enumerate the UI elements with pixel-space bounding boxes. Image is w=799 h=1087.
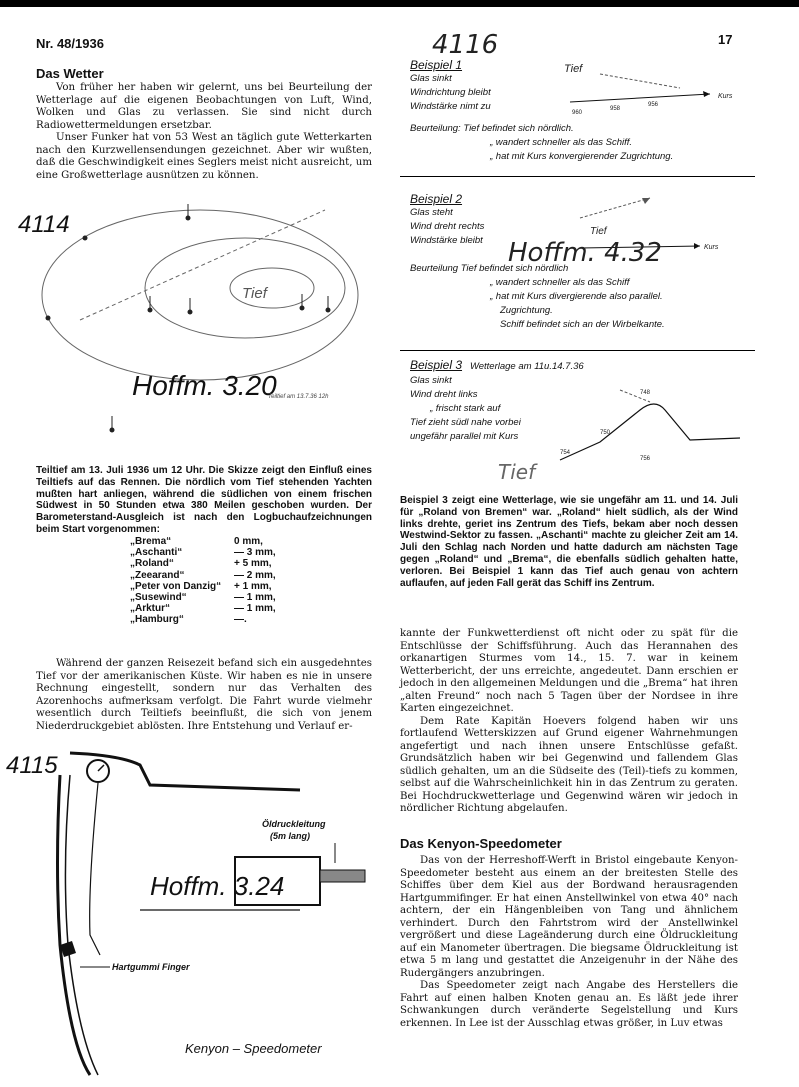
eval-line: „ hat mit Kurs konvergierender Zugrichtung. bbox=[490, 151, 674, 162]
oil-fitting bbox=[320, 870, 365, 882]
example-title: Beispiel 1 bbox=[410, 58, 463, 72]
drawing-stamp: Hoffm. 3.24 bbox=[150, 871, 285, 901]
baro-value: — 1 mm, bbox=[234, 592, 276, 604]
barometer-row bbox=[130, 547, 294, 558]
baro-reading: 756 bbox=[640, 456, 651, 462]
issue-number: Nr. 48/1936 bbox=[36, 36, 104, 51]
eval-line: „ hat mit Kurs divergierende also parallel. bbox=[490, 291, 663, 302]
example-3-caption-text: Beispiel 3 zeigt eine Wetterlage, wie sie ungefähr am 11. und 14. Juli für „Roland von Bremen“ war. „Roland“ hielt südlich, als der Wind links drehte, geriet ins Zentrum des Tiefs, bekam aber noch dessen Westwind-Sektor zu fassen. „Aschanti“ machte zu gleicher Zeit am 14. Juli den Schlag nach Norden und hatte dadurch am nächsten Tage gegen „Roland“ und „Brema“, die ebenfalls südlich gehalten hatte, verloren. Bei Beispiel 1 kann das Tief auch genau von achtern auflaufen, auf jeden Fall gerät das Schiff ins Zentrum. bbox=[400, 495, 738, 589]
eval-label: Beurteilung: bbox=[410, 123, 461, 134]
label-oil: Öldruckleitung bbox=[262, 819, 326, 829]
example-line: Windstärke nimt zu bbox=[410, 101, 491, 112]
example-line: Wind dreht links bbox=[410, 389, 478, 400]
weather-sketch-map bbox=[10, 190, 380, 460]
baro-value: + 1 mm, bbox=[234, 580, 272, 592]
example-line: Glas sinkt bbox=[410, 73, 452, 84]
barometer-row bbox=[130, 592, 294, 603]
drawing-annotation-top: 4115 bbox=[6, 752, 58, 779]
example-line: Windrichtung bleibt bbox=[410, 87, 491, 98]
baro-value: — 2 mm, bbox=[234, 569, 276, 581]
example-line: ungefähr parallel mit Kurs bbox=[410, 431, 519, 442]
weather-paragraph: Unser Funker hat von 53 West an täglich gute Wetterkarten nach den Kurzwellensendungen gezeichnet. Aber wir wußten, daß die Geschwindigkeit eines Seglers meist nicht ausreicht, um eine Großwetterlage ausnützen zu können. bbox=[36, 132, 372, 181]
right-paragraph: Dem Rate Kapitän Hoevers folgend haben wir uns fortlaufend Wetterskizzen auf Grund eigener Wahrnehmungen angefertigt und nach ihnen unsere Entschlüsse gefaßt. Grundsätzlich haben wir bei Gegenwind und fallendem Glas südlich gehalten, um an die Südseite des (Teil)-tiefs zu kommen, selbst auf die Wahrscheinlichkeit hin in das Zentrum zu geraten. Bei Hochdruckwetterlage und Gegenwind wären wir jedoch in nördlicher Richtung abgelaufen. bbox=[400, 715, 738, 814]
yacht-name: „Aschanti“ bbox=[130, 547, 183, 559]
example-line: Glas sinkt bbox=[410, 375, 452, 386]
speedometer-drawing bbox=[0, 745, 380, 1080]
eval-line: „ wandert schneller als das Schiff bbox=[490, 277, 630, 288]
map-footer-note: Teiltief am 13.7.36 12h bbox=[268, 394, 329, 400]
top-black-bar bbox=[0, 0, 799, 7]
example-subtitle: Wetterlage am 11u.14.7.36 bbox=[469, 361, 584, 372]
weather-heading: Das Wetter bbox=[36, 66, 104, 81]
example-line: Windstärke bleibt bbox=[410, 235, 483, 246]
label-finger: Hartgummi Finger bbox=[112, 962, 190, 972]
hull-outline bbox=[58, 753, 301, 1075]
example-kurs-label: Kurs bbox=[718, 93, 733, 100]
left-paragraph-text: Während der ganzen Reisezeit befand sich ein ausgedehntes Tief vor der amerikanischen Küste. Wir haben es nie in unsere Rechnung eingestellt, sondern nur das Verhalten des Azorenhochs aufmerksam verfolgt. Die Fahrt wurde vielmehr wesentlich durch Teiltiefs beeinflußt, die sich von jenem Niederdruckgebiet ablösten. Ihre Entstehung und Verlauf er- bbox=[36, 658, 372, 732]
baro-value: —. bbox=[234, 614, 247, 626]
drawing-title: Kenyon – Speedometer bbox=[185, 1041, 322, 1056]
example-1-sketch bbox=[560, 58, 760, 118]
page-number: 17 bbox=[718, 32, 733, 47]
weather-paragraph: Von früher her haben wir gelernt, uns bei Beurteilung der Wetterlage auf die eigenen Beobachtungen von Luft, Wind, Wolken und Glas zu verlassen. Sie sind nicht durch Radiowettermeldungen ersetzbar. bbox=[36, 82, 372, 131]
tief-label: Tief bbox=[242, 285, 267, 302]
example-title: Beispiel 2 bbox=[410, 192, 463, 206]
yacht-name: „Zeearand“ bbox=[130, 569, 185, 581]
divider bbox=[400, 350, 755, 351]
example-kurs-label: Kurs bbox=[704, 244, 719, 251]
example-2-stamp: Hoffm. 4.32 bbox=[508, 238, 662, 268]
eval-line: „ wandert schneller als das Schiff. bbox=[490, 137, 633, 148]
baro-reading: 956 bbox=[648, 102, 659, 108]
yacht-name: „Arktur“ bbox=[130, 603, 171, 615]
example-3-sketch bbox=[540, 380, 760, 490]
barometer-row bbox=[130, 536, 294, 547]
example-line: „ frischt stark auf bbox=[430, 403, 501, 414]
barometer-row bbox=[130, 570, 294, 581]
baro-value: — 3 mm, bbox=[234, 547, 276, 559]
example-title-row bbox=[410, 358, 750, 374]
yacht-name: „Roland“ bbox=[130, 558, 174, 570]
divider bbox=[400, 176, 755, 177]
hull-inner bbox=[65, 775, 98, 1075]
barometer-row bbox=[130, 614, 294, 625]
eval-line: Schiff befindet sich an der Wirbelkante. bbox=[500, 319, 665, 330]
eval-line: Zugrichtung. bbox=[500, 305, 553, 316]
baro-reading: 960 bbox=[572, 110, 583, 116]
isobar-outer bbox=[42, 210, 358, 380]
example-3-caption bbox=[400, 495, 738, 589]
oil-line bbox=[90, 783, 100, 955]
baro-value: + 5 mm, bbox=[234, 558, 272, 570]
front-line bbox=[80, 210, 325, 320]
example-2-evaluation bbox=[410, 262, 750, 332]
speedometer-heading: Das Kenyon-Speedometer bbox=[400, 836, 562, 851]
baro-value: 0 mm, bbox=[234, 536, 263, 547]
label-oil-length: (5m lang) bbox=[270, 831, 311, 841]
baro-reading: 748 bbox=[640, 390, 651, 396]
left-paragraph bbox=[36, 658, 372, 733]
example-line: Wind dreht rechts bbox=[410, 221, 485, 232]
yacht-name: „Susewind“ bbox=[130, 592, 187, 604]
yacht-name: „Peter von Danzig“ bbox=[130, 580, 222, 592]
eval-text: Tief befindet sich nördlich. bbox=[463, 123, 574, 134]
right-column-text bbox=[400, 628, 738, 816]
eval-line bbox=[410, 262, 750, 276]
eval-text: Tief befindet sich nördlich bbox=[460, 263, 569, 274]
example-tief-label: Tief bbox=[564, 63, 583, 75]
right-paragraph: kannte der Funkwetterdienst oft nicht oder zu spät für die Entschlüsse der Schiffsführung. Auch das Herannahen des orkanartigen Sturmes vom 14., 15. 7. war in keinem Wetterbericht, der uns erreichte, angedeutet. Dann erschien er jedoch in den allgemeinen Meldungen und die „Brema“ hat ihren „alten Freund“ noch nach 5 Tagen über der Nordsee in ihre Karten eingezeichnet. bbox=[400, 628, 738, 714]
barometer-row bbox=[130, 603, 294, 614]
speedometer-paragraph: Das von der Herreshoff-Werft in Bristol eingebaute Kenyon-Speedometer besteht aus einem an der breitesten Stelle des Schiffes über dem Kiel aus der Bordwand herausragenden Hartgummifinger. Er hat einen Anstellwinkel von etwa 40° nach achtern, der ein Hängenbleiben von Tang und ähnlichem verhindert. Durch den Fahrtstrom wird der Anstellwinkel vergrößert und diese Lageänderung durch eine Öldruckleitung auf ein Manometer übertragen. Die biegsame Öldruckleitung ist etwa 5 m lang und gestattet die Anzeigenuhr in der Nähe des Rudergängers anzubringen. bbox=[400, 855, 738, 979]
example-3-tief: Tief bbox=[498, 460, 536, 484]
map-caption-text: Teiltief am 13. Juli 1936 um 12 Uhr. Die Skizze zeigt den Einfluß eines Teiltiefs auf das Rennen. Die nördlich vom Tief stehenden Yachten mußten hart anliegen, während die südlichen von einem frischen Südwest in 50 Stunden etwa 380 Meilen geschoben wurden. Der Barometerstand-Ausgleich ist nach den Logbuchaufzeichnungen beim Start vorgenommen: bbox=[36, 465, 372, 535]
speedometer-text bbox=[400, 855, 738, 1030]
example-line: Tief zieht südl nahe vorbei bbox=[410, 417, 521, 428]
yacht-name: „Brema“ bbox=[130, 536, 172, 547]
example-1-evaluation bbox=[410, 122, 750, 164]
barometer-row bbox=[130, 558, 294, 569]
speedometer-paragraph: Das Speedometer zeigt nach Angabe des Herstellers die Fahrt auf einen halben Knoten genau an. Es läßt jede ihrer Schwankungen durch veränderte Segelstellung und Kurs erkennen. In Lee ist der Ausschlag etwas größer, in Luv etwas bbox=[400, 980, 738, 1029]
example-tief-label: Tief bbox=[590, 226, 607, 237]
eval-label: Beurteilung bbox=[410, 263, 459, 274]
yacht-name: „Hamburg“ bbox=[130, 614, 184, 626]
baro-reading: 750 bbox=[600, 430, 611, 436]
weather-text bbox=[36, 82, 372, 182]
barometer-row bbox=[130, 581, 294, 592]
baro-value: — 1 mm, bbox=[234, 603, 276, 615]
example-title: Beispiel 3 bbox=[410, 358, 463, 372]
example-line: Glas steht bbox=[410, 207, 453, 218]
baro-reading: 754 bbox=[560, 450, 571, 456]
map-caption bbox=[36, 465, 372, 536]
map-stamp: Hoffm. 3.20 bbox=[132, 370, 277, 401]
map-annotation-top: 4114 bbox=[18, 211, 70, 238]
eval-line bbox=[410, 122, 750, 136]
baro-reading: 958 bbox=[610, 106, 621, 112]
examples-annotation-top: 4116 bbox=[432, 30, 499, 60]
barometer-list bbox=[130, 536, 294, 626]
